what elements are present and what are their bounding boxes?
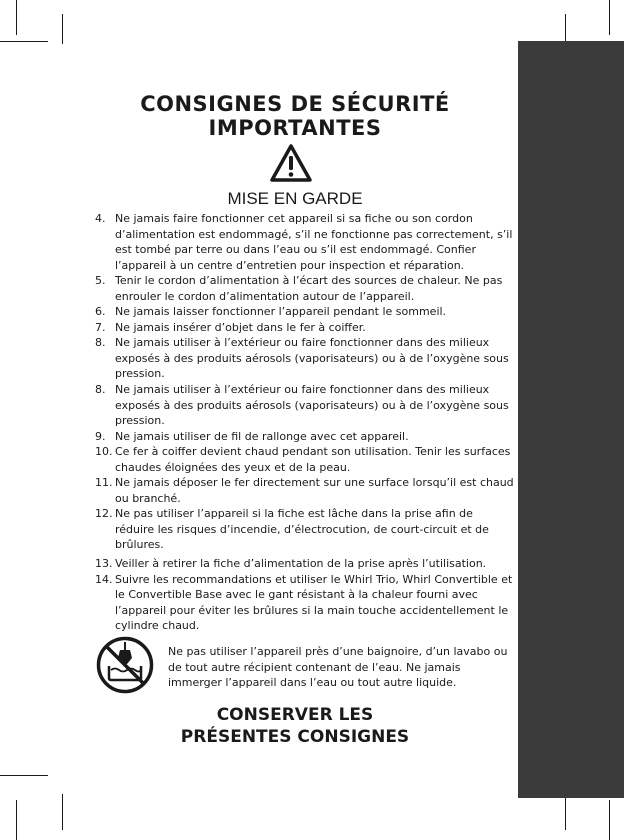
item-text: Ne jamais utiliser à l’extérieur ou faire fonctionner dans des milieux exposés à des produits aérosols (vaporisateurs) ou à de l’oxygène sous pression.: [115, 383, 509, 428]
list-item: [95, 320, 515, 336]
crop-mark: [565, 794, 566, 830]
item-text: Ne jamais déposer le fer directement sur une surface lorsqu’il est chaud ou branché.: [115, 476, 514, 505]
item-number: 8.: [95, 336, 106, 350]
item-number: 9.: [95, 429, 106, 443]
safety-instructions-list: [95, 211, 515, 634]
list-item: [95, 273, 515, 304]
crop-mark: [62, 14, 63, 44]
item-text: Suivre les recommandations et utiliser le Whirl Trio, Whirl Convertible et le Convertible Base avec le gant résistant à la chaleur fourni avec l’appareil pour éviter les brûlures si la main touche accidentellement le cylindre chaud.: [115, 572, 513, 633]
item-text: Ne jamais laisser fonctionner l’appareil pendant le sommeil.: [115, 305, 447, 319]
item-text: Tenir le cordon d’alimentation à l’écart des sources de chaleur. Ne pas enrouler le cordon d’alimentation autour de l’appareil.: [115, 274, 503, 303]
item-text: Ne jamais faire fonctionner cet appareil si sa fiche ou son cordon d’alimentation est endommagé, s’il ne fonctionne pas correctement, s’il est tombé par terre ou dans l’eau ou s’il est endommagé. Confier l’appareil à un centre d’entretien pour inspection et réparation.: [115, 212, 513, 272]
list-item: [95, 211, 515, 273]
crop-mark: [609, 0, 610, 35]
list-item: [95, 335, 515, 382]
footer-line-1: CONSERVER LES: [216, 705, 374, 725]
list-item: [95, 572, 515, 634]
footer-title: [0, 704, 590, 748]
page-title: [0, 92, 590, 140]
item-text: Ne jamais utiliser à l’extérieur ou faire fonctionner dans des milieux exposés à des produits aérosols (vaporisateurs) ou à de l’oxygène sous pression.: [115, 336, 509, 381]
list-item: [95, 429, 515, 445]
list-item: [95, 382, 515, 429]
crop-mark: [0, 41, 48, 42]
crop-mark: [16, 0, 17, 35]
item-text: Ne pas utiliser l’appareil si la fiche est lâche dans la prise afin de réduire les risques d’incendie, d’électrocution, de court-circuit et de brûlures.: [115, 507, 489, 552]
item-number: 13.: [95, 557, 113, 571]
list-item: [95, 556, 515, 572]
list-item: [95, 304, 515, 320]
warning-triangle-icon: [269, 143, 313, 183]
crop-mark: [565, 14, 566, 44]
item-text: Veiller à retirer la fiche d’alimentation de la prise après l’utilisation.: [115, 557, 487, 571]
footer-line-2: PRÉSENTES CONSIGNES: [180, 727, 410, 747]
bath-warning-text: Ne pas utiliser l’appareil près d’une baignoire, d’un lavabo ou de tout autre récipient contenant de l’eau. Ne jamais immerger l’appareil dans l’eau ou tout autre liquide.: [168, 645, 508, 689]
crop-mark: [62, 794, 63, 830]
crop-mark: [609, 800, 610, 840]
item-number: 12.: [95, 507, 113, 521]
list-item: [95, 444, 515, 475]
crop-mark: [0, 775, 48, 776]
item-text: Ne jamais insérer d’objet dans le fer à coiffer.: [115, 320, 366, 334]
title-line-2: IMPORTANTES: [208, 116, 382, 140]
item-number: 4.: [95, 212, 106, 225]
side-tab: [518, 41, 624, 798]
warning-label: MISE EN GARDE: [227, 189, 363, 208]
item-number: 5.: [95, 274, 106, 288]
item-number: 11.: [95, 476, 113, 490]
crop-mark: [16, 800, 17, 840]
item-text: Ce fer à coiffer devient chaud pendant son utilisation. Tenir les surfaces chaudes éloignées des yeux et de la peau.: [115, 445, 511, 474]
title-line-1: CONSIGNES DE SÉCURITÉ: [140, 92, 450, 116]
item-number: 7.: [95, 320, 106, 334]
item-number: 10.: [95, 445, 113, 459]
no-water-immersion-icon: [96, 636, 154, 694]
item-number: 8.: [95, 383, 106, 397]
item-number: 14.: [95, 572, 113, 586]
list-item: [95, 475, 515, 506]
item-number: 6.: [95, 305, 106, 319]
list-item: [95, 506, 515, 553]
item-text: Ne jamais utiliser de fil de rallonge avec cet appareil.: [115, 429, 409, 443]
